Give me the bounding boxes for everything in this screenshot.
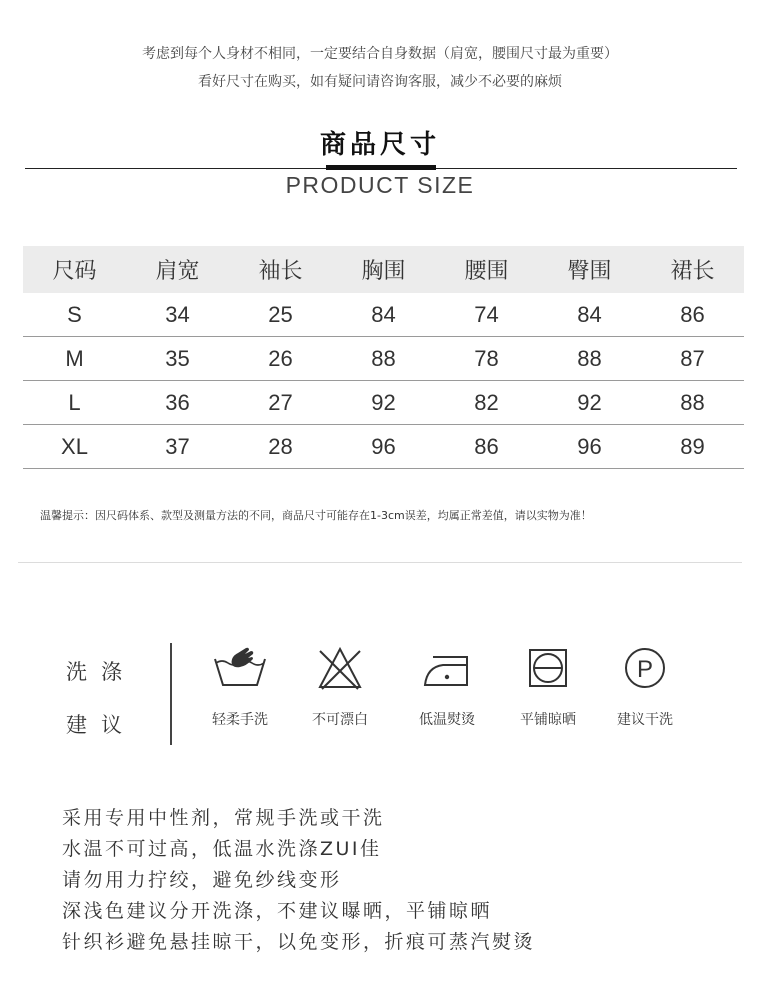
care-item-dry-clean bbox=[597, 645, 693, 729]
intro-text bbox=[0, 40, 760, 96]
table-cell: 88 bbox=[538, 337, 641, 381]
table-cell: 36 bbox=[126, 381, 229, 425]
header-size: 尺码 bbox=[23, 246, 126, 293]
table-cell: 92 bbox=[332, 381, 435, 425]
table-cell: 89 bbox=[641, 425, 744, 469]
hand-wash-icon bbox=[210, 645, 270, 691]
care-note: 深浅色建议分开洗涤，不建议曝晒，平铺晾晒 bbox=[62, 900, 493, 922]
intro-line-1: 考虑到每个人身材不相同，一定要结合自身数据（肩宽，腰围尺寸最为重要） bbox=[142, 46, 618, 62]
title-english: PRODUCT SIZE bbox=[285, 172, 475, 198]
no-bleach-icon bbox=[310, 645, 370, 691]
care-note: 采用专用中性剂，常规手洗或干洗 bbox=[62, 807, 385, 829]
table-row bbox=[23, 337, 744, 381]
svg-text:P: P bbox=[636, 656, 654, 683]
table-cell: 74 bbox=[435, 293, 538, 337]
size-table bbox=[23, 246, 744, 469]
low-iron-icon bbox=[417, 645, 477, 691]
table-cell: 28 bbox=[229, 425, 332, 469]
dry-flat-icon bbox=[518, 645, 578, 691]
table-cell: 82 bbox=[435, 381, 538, 425]
table-cell: 84 bbox=[332, 293, 435, 337]
table-cell: 88 bbox=[332, 337, 435, 381]
care-label-line-2: 建议 bbox=[66, 713, 136, 737]
table-cell: S bbox=[23, 293, 126, 337]
table-cell: 96 bbox=[332, 425, 435, 469]
table-cell: 87 bbox=[641, 337, 744, 381]
table-cell: 25 bbox=[229, 293, 332, 337]
size-table-header bbox=[23, 246, 744, 293]
dry-clean-icon bbox=[615, 645, 675, 691]
care-item-no-bleach bbox=[292, 645, 388, 729]
care-item-label: 平铺晾晒 bbox=[520, 712, 576, 728]
table-cell: 78 bbox=[435, 337, 538, 381]
header-waist: 腰围 bbox=[435, 246, 538, 293]
table-cell: 27 bbox=[229, 381, 332, 425]
care-separator bbox=[170, 643, 172, 745]
header-length: 裙长 bbox=[641, 246, 744, 293]
header-bust: 胸围 bbox=[332, 246, 435, 293]
table-cell: 92 bbox=[538, 381, 641, 425]
header-shoulder: 肩宽 bbox=[126, 246, 229, 293]
table-cell: 84 bbox=[538, 293, 641, 337]
care-item-hand-wash bbox=[192, 645, 288, 729]
section-divider bbox=[18, 562, 742, 563]
care-item-dry-flat bbox=[500, 645, 596, 729]
title-underline-bar bbox=[326, 165, 436, 170]
table-cell: 37 bbox=[126, 425, 229, 469]
table-row bbox=[23, 293, 744, 337]
care-note: 针织衫避免悬挂晾干，以免变形，折痕可蒸汽熨烫 bbox=[62, 931, 536, 953]
title-chinese: 商品尺寸 bbox=[319, 130, 440, 160]
care-note: 请勿用力拧绞，避免纱线变形 bbox=[62, 869, 342, 891]
table-row bbox=[23, 381, 744, 425]
care-item-low-iron bbox=[399, 645, 495, 729]
table-cell: 86 bbox=[435, 425, 538, 469]
table-cell: 96 bbox=[538, 425, 641, 469]
intro-line-2: 看好尺寸在购买，如有疑问请咨询客服，减少不必要的麻烦 bbox=[198, 74, 562, 90]
table-cell: 86 bbox=[641, 293, 744, 337]
care-item-label: 低温熨烫 bbox=[419, 712, 475, 728]
table-cell: 34 bbox=[126, 293, 229, 337]
table-cell: L bbox=[23, 381, 126, 425]
care-label-line-1: 洗涤 bbox=[66, 660, 136, 684]
table-row bbox=[23, 425, 744, 469]
table-cell: 26 bbox=[229, 337, 332, 381]
header-hip: 臀围 bbox=[538, 246, 641, 293]
table-cell: 88 bbox=[641, 381, 744, 425]
table-cell: M bbox=[23, 337, 126, 381]
header-sleeve: 袖长 bbox=[229, 246, 332, 293]
care-note: 水温不可过高，低温水洗涤ZUI佳 bbox=[62, 838, 382, 860]
measurement-tip: 温馨提示：因尺码体系、款型及测量方法的不同，商品尺寸可能存在1-3cm误差，均属正常差值，请以实物为准！ bbox=[40, 509, 592, 522]
table-cell: XL bbox=[23, 425, 126, 469]
care-notes bbox=[62, 803, 535, 958]
care-item-label: 不可漂白 bbox=[312, 712, 368, 728]
table-cell: 35 bbox=[126, 337, 229, 381]
care-item-label: 轻柔手洗 bbox=[212, 712, 268, 728]
care-item-label: 建议干洗 bbox=[617, 712, 673, 728]
